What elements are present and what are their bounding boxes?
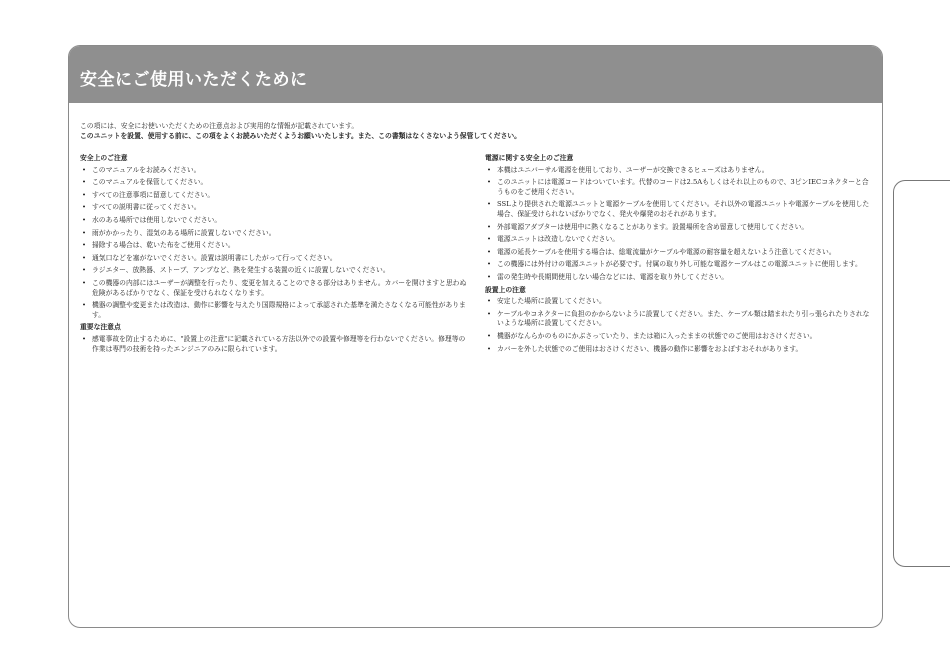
list-item: • すべての注意事項に留意してください。 xyxy=(80,191,470,201)
list-item: • 水のある場所では使用しないでください。 xyxy=(80,216,470,226)
bullet-list xyxy=(80,166,470,321)
list-item: • 安定した場所に設置してください。 xyxy=(485,297,870,307)
section-heading: 電源に関する安全上のご注意 xyxy=(485,154,574,162)
list-item: • SSLより提供された電源ユニットと電源ケーブルを使用してください。それ以外の電源ユニットや電源ケーブルを使用した場合、保証受けられないばかりでなく、発火や爆発のおそれがあります。 xyxy=(485,200,870,219)
intro-line-bold: このユニットを設置、使用する前に、この項をよくお読みいただくようお願いいたします。また、この書類はなくさないよう保管してください。 xyxy=(80,131,521,140)
right-column xyxy=(485,154,870,357)
list-item: • このユニットには電源コードはついています。代替のコードは2.5Aもしくはそれ以上のもので、3ピンIECコネクターと合うものをご使用ください。 xyxy=(485,178,870,197)
page-frame xyxy=(68,45,883,628)
bullet-list xyxy=(485,166,870,283)
left-column xyxy=(80,154,470,357)
section-heading: 重要な注意点 xyxy=(80,323,121,332)
list-item: • カバーを外した状態でのご使用はおさけください、機器の動作に影響をおよぼすおそれがあります。 xyxy=(485,345,870,355)
list-item: • この機器の内部にはユーザーが調整を行ったり、変更を加えることのできる部分はありません。カバーを開けますと思わぬ危険があるばかりでなく、保証を受けられなくなります。 xyxy=(80,279,470,298)
page-title: 安全にご使用いただくために xyxy=(80,70,308,90)
intro xyxy=(80,122,870,141)
list-item: • ケーブルやコネクターに負担のかからないように設置してください。また、ケーブル類は踏まれたり引っ張られたりされないような場所に設置してください。 xyxy=(485,310,870,329)
list-item: • 外部電源アダプターは使用中に熱くなることがあります。設置場所を含め留意して使用してください。 xyxy=(485,223,870,233)
bullet-list xyxy=(485,297,870,354)
list-item: • 掃除する場合は、乾いた布をご使用ください。 xyxy=(80,241,470,251)
list-item: • 通気口などを塞がないでください。設置は説明書にしたがって行ってください。 xyxy=(80,254,470,264)
list-item: • 雨がかかったり、湿気のある場所に設置しないでください。 xyxy=(80,229,470,239)
list-item: • 機器の調整や変更または改造は、動作に影響を与えたり国際規格によって承認された基準を満たさなくなる可能性があります。 xyxy=(80,301,470,320)
intro-line: この項には、安全にお使いいただくための注意点および実用的な情報が記載されています。 xyxy=(80,122,359,130)
list-item: • 本機はユニバーサル電源を使用しており、ユーザーが交換できるヒューズはありません。 xyxy=(485,166,870,176)
list-item: • すべての説明書に従ってください。 xyxy=(80,203,470,213)
list-item: • 電源ユニットは改造しないでください。 xyxy=(485,235,870,245)
section-heading: 設置上の注意 xyxy=(485,285,526,294)
list-item: • この機器には外付けの電源ユニットが必要です。付属の取り外し可能な電源ケーブルはこの電源ユニットに使用します。 xyxy=(485,260,870,270)
side-tab xyxy=(893,180,950,567)
list-item: • ラジエター、放熱器、ストーブ、アンプなど、熱を発生する装置の近くに設置しないでください。 xyxy=(80,266,470,276)
list-item: • 機器がなんらかのものにかぶさっていたり、または箱に入ったままの状態でのご使用はおさけください。 xyxy=(485,332,870,342)
list-item: • このマニュアルを保管してください。 xyxy=(80,178,470,188)
title-bar xyxy=(69,46,882,103)
section-heading: 安全上のご注意 xyxy=(80,154,128,162)
list-item: • 雷の発生時や長期間使用しない場合などには、電源を取り外してください。 xyxy=(485,273,870,283)
list-item: • 感電事故を防止するために、"設置上の注意"に記載されている方法以外での設置や修理等を行わないでください。修理等の作業は専門の技術を持ったエンジニアのみに限られています。 xyxy=(80,335,470,354)
list-item: • このマニュアルをお読みください。 xyxy=(80,166,470,176)
bullet-list xyxy=(80,335,470,354)
list-item: • 電源の延長ケーブルを使用する場合は、総電流量がケーブルや電源の耐容量を超えないよう注意してください。 xyxy=(485,248,870,258)
